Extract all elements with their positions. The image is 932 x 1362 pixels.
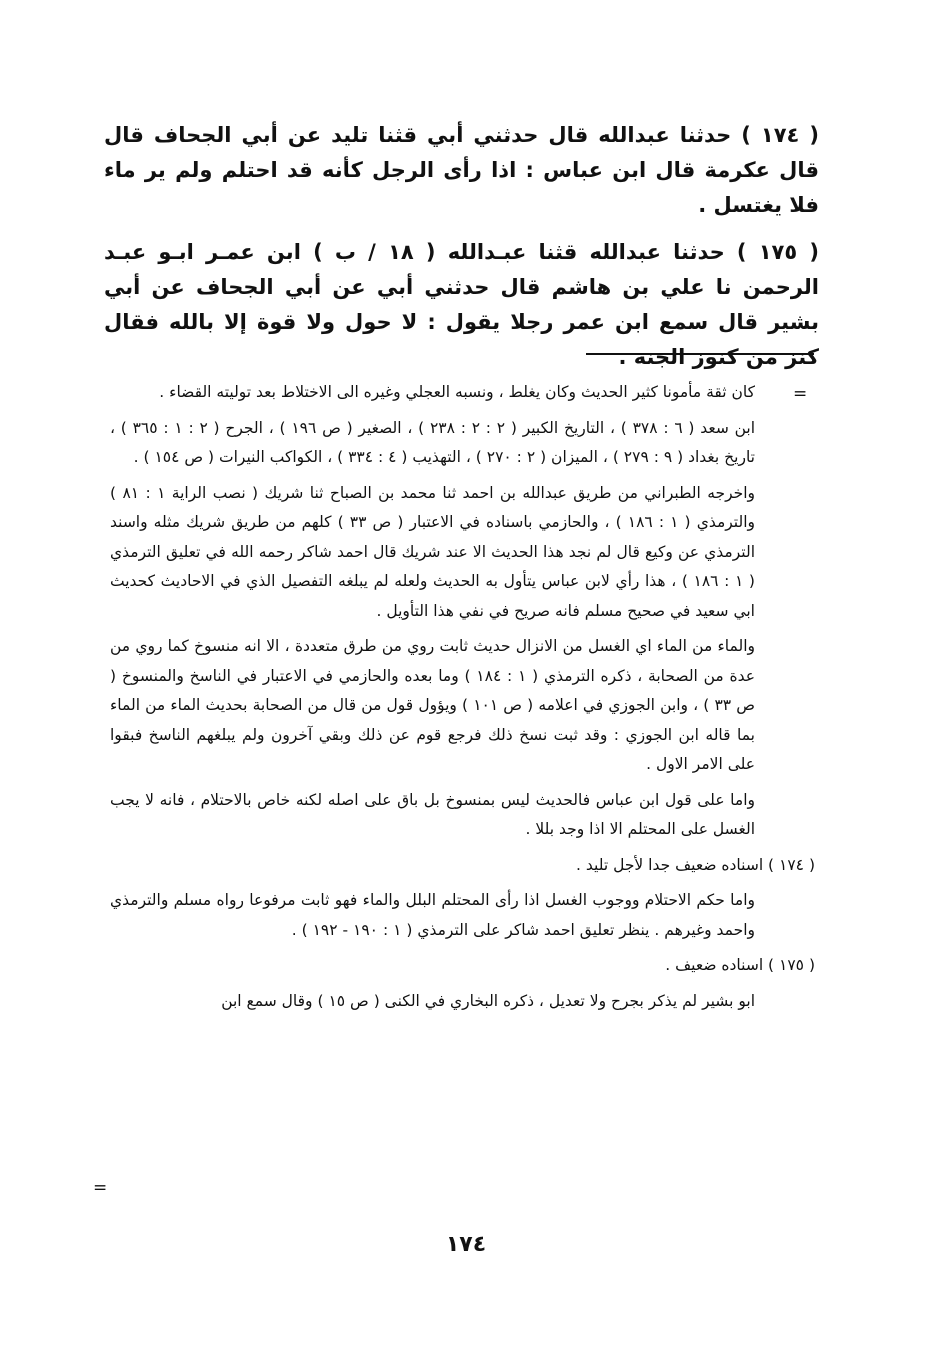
footnote-174-grade: ( ١٧٤ ) اسناده ضعيف جدا لأجل تليد . [576,855,815,874]
footnote-175-grade: ( ١٧٥ ) اسناده ضعيف . [665,956,815,974]
footnote-takhrij: واخرجه الطبراني من طريق عبدالله بن احمد ثنا محمد بن الصباح ثنا شريك ( نصب الراية ١ : ٨١ ) والترمذي ( ١ : ١٨٦ ) ، والحازمي باسناده في الاعتبار ( ص ٣٣ ) كلهم من طريق شريك مثله واسند الترمذي عن وكيع قال لم نجد هذا الحديث الا عند شريك قال احمد شاكر رحمه الله في تعليق الترمذي ( ١ : ١٨٦ ) ، هذا رأي لابن عباس يتأول به الحديث ولعله لم يبلغه التفصيل الذي في الاحاديث كحديث ابي سعيد في صحيح مسلم فانه صريح في نفي هذا التأويل . [110,483,756,620]
continuation-mark-top: = [793,384,808,404]
footnote-174-note: واما حكم الاحتلام ووجوب الغسل اذا رأى المحتلم البلل والماء فهو ثابت مرفوعا رواه مسلم والترمذي واحمد وغيرهم . ينظر تعليق احمد شاكر على الترمذي ( ١ : ١٩٠ - ١٩٢ ) . [110,891,755,939]
main-text [104,118,819,387]
footnote-sources: ابن سعد ( ٦ : ٣٧٨ ) ، التاريخ الكبير ( ٢ : ٢ : ٢٣٨ ) ، الصغير ( ص ١٩٦ ) ، الجرح ( ٢ : ١ : ٣٦٥ ) ، تاريخ بغداد ( ٩ : ٢٧٩ ) ، الميزان ( ٢ : ٢٧٠ ) ، التهذيب ( ٤ : ٣٣٤ ) ، الكواكب النيرات ( ص ١٥٤ ) . [110,418,756,466]
footnote-ibn-abbas: واما على قول ابن عباس فالحديث ليس بمنسوخ بل باق على اصله لكنه خاص بالاحتلام ، فانه لا يجب الغسل على المحتلم الا اذا وجد بللا . [110,790,755,838]
footnote-separator [586,353,814,355]
footnote-175-note: ابو بشير لم يذكر بجرح ولا تعديل ، ذكره البخاري في الكنى ( ص ١٥ ) وقال سمع ابن [221,991,755,1010]
footnote-narrator-note: كان ثقة مأمونا كثير الحديث وكان يغلط ، ونسبه العجلي وغيره الى الاختلاط بعد توليته القضاء . [159,383,755,401]
footnotes [110,378,815,1022]
page-number: ١٧٤ [445,1232,487,1257]
hadith-175: ( ١٧٥ ) حدثنا عبدالله قثنا عبـدالله ( ١٨ / ب ) ابن عمـر ابـو عبـد الرحمن نا علي بن هاشم قال حدثني أبي عن أبي الجحاف عن أبي بشير قال سمع ابن عمر رجلا يقول : لا حول ولا قوة إلا بالله فقال كنز من كنوز الجنة . [104,240,819,369]
continuation-mark-bottom: = [93,1178,108,1198]
hadith-174: ( ١٧٤ ) حدثنا عبدالله قال حدثني أبي قثنا تليد عن أبي الجحاف قال قال عكرمة قال ابن عباس : اذا رأى الرجل كأنه قد احتلم ولم ير ماء فلا يغتسل . [104,123,819,217]
footnote-abrogation: والماء من الماء اي الغسل من الانزال حديث ثابت روي من طرق متعددة ، الا انه منسوخ كما روي من عدة من الصحابة ، ذكره الترمذي ( ١ : ١٨٤ ) وما بعده والحازمي في الاعتبار في الناسخ والمنسوخ ( ص ٣٣ ) ، وابن الجوزي في اعلامه ( ص ١٠١ ) ويؤول قول من قال من الصحابة بحديث الماء من الماء بما قاله ابن الجوزي : وقد ثبت نسخ ذلك فرجع قوم عن ذلك وبقي آخرون ولم يبلغهم الناسخ فبقوا على الامر الاول . [110,637,755,773]
